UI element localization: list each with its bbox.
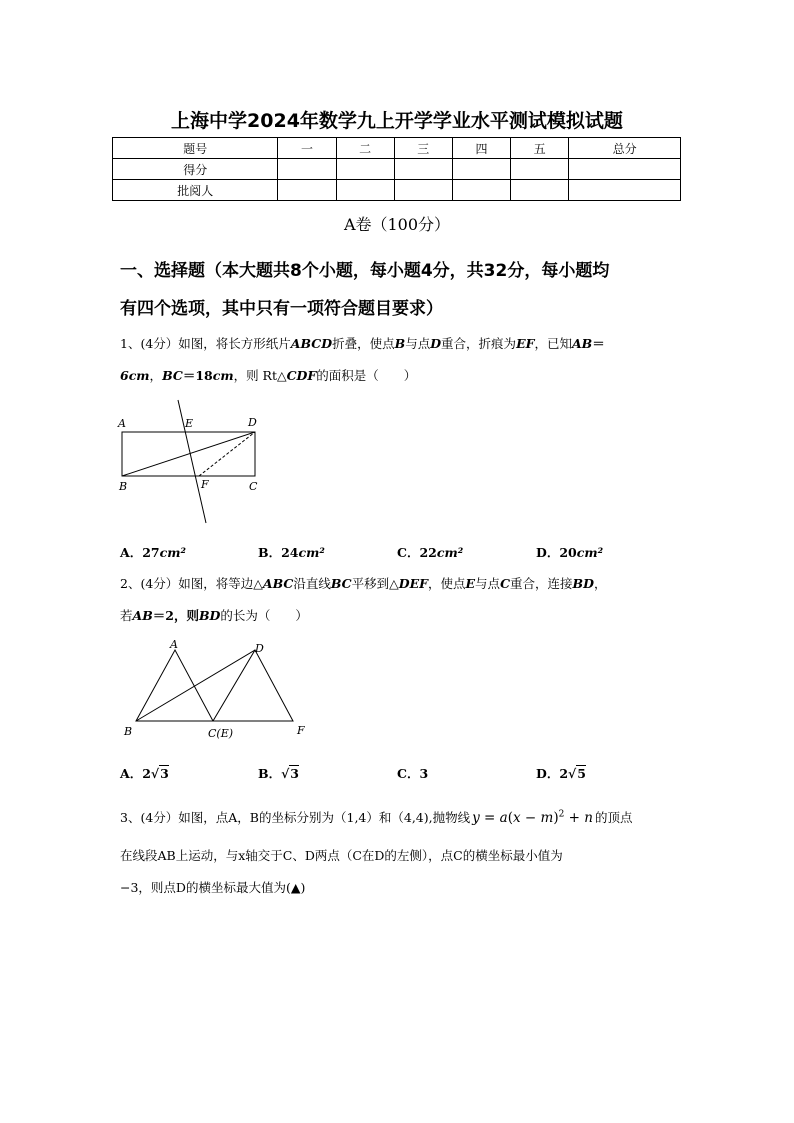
score-cell — [394, 159, 452, 180]
option-letter: A． — [120, 766, 143, 781]
q1-math: EF — [516, 336, 535, 351]
score-header-cell: 二 — [336, 138, 394, 159]
label-c: C — [249, 480, 258, 493]
score-table — [112, 137, 681, 201]
score-table-row — [113, 159, 681, 180]
score-row-label: 得分 — [113, 159, 278, 180]
q1-math: B — [394, 336, 406, 351]
label-a: A — [170, 638, 178, 651]
q1-text: ＝ — [592, 336, 605, 351]
q3-formula: $y = a(x - m)^2 + n$ — [472, 809, 593, 826]
score-cell — [569, 159, 681, 180]
score-table-header-row — [113, 138, 681, 159]
option-letter: C． — [397, 766, 420, 781]
q1-option-b[interactable] — [258, 543, 325, 561]
label-d: D — [248, 416, 257, 429]
q2-text: ，使点 — [428, 576, 466, 591]
q2-math: E — [465, 576, 476, 591]
q1-option-c[interactable] — [397, 543, 463, 561]
q1-text: ，已知 — [534, 336, 572, 351]
q2-option-c[interactable] — [397, 764, 428, 782]
q2-math: ABC — [262, 576, 294, 591]
score-cell — [278, 180, 336, 201]
option-letter: D． — [536, 766, 560, 781]
q1-option-a[interactable] — [120, 543, 186, 561]
q2-text: 重合，连接 — [510, 576, 573, 591]
exam-title: 上海中学2024年数学九上开学学业水平测试模拟试题 — [171, 110, 623, 132]
q2-option-d[interactable] — [536, 764, 586, 782]
option-unit: cm² — [298, 545, 325, 560]
score-header-cell: 五 — [511, 138, 569, 159]
option-radicand: 3 — [290, 766, 299, 781]
label-e: E — [185, 417, 194, 430]
score-cell — [511, 159, 569, 180]
q1-text: ，则 Rt△ — [233, 368, 287, 383]
q1-option-d[interactable] — [536, 543, 603, 561]
label-d: D — [255, 642, 264, 655]
option-unit: cm² — [436, 545, 464, 560]
q1-text: 重合，折痕为 — [441, 336, 517, 351]
q3-text-line1 — [120, 808, 632, 826]
score-header-cell: 总分 — [569, 138, 681, 159]
option-value: 27 — [142, 545, 160, 560]
option-coef: 2 — [559, 766, 569, 781]
option-radicand: 3 — [160, 766, 169, 781]
q1-math: AB — [571, 336, 593, 351]
q1-math: CDF — [286, 368, 317, 383]
q3-text: 的顶点 — [594, 810, 633, 825]
sqrt-sign: √ — [568, 766, 577, 781]
score-header-cell: 三 — [394, 138, 452, 159]
q1-text: ＝18 — [182, 368, 213, 383]
q2-text: 的长为（ ） — [220, 608, 308, 623]
score-cell — [336, 180, 394, 201]
q2-option-a[interactable] — [120, 764, 169, 782]
q2-text-line1 — [120, 574, 606, 592]
q2-text: ＝2，则 — [152, 608, 199, 623]
q1-math: D — [430, 336, 442, 351]
label-b: B — [119, 480, 128, 493]
q1-text: 的面积是（ ） — [316, 368, 417, 383]
segment-bd — [136, 650, 255, 721]
option-letter: C． — [397, 545, 420, 560]
section-heading-line2: 有四个选项，其中只有一项符合题目要求） — [120, 299, 443, 319]
q2-option-b[interactable] — [258, 764, 299, 782]
q2-math: C — [500, 576, 511, 591]
score-cell — [511, 180, 569, 201]
q1-text: 1、(4分）如图，将长方形纸片 — [120, 336, 291, 351]
score-row-label: 批阅人 — [113, 180, 278, 201]
q1-math: BC — [162, 368, 183, 383]
score-cell — [278, 159, 336, 180]
score-cell — [394, 180, 452, 201]
score-cell — [452, 180, 510, 201]
q1-text: 折叠，使点 — [332, 336, 395, 351]
option-value: 20 — [559, 545, 577, 560]
q2-math: BD — [572, 576, 594, 591]
q2-text: ， — [593, 576, 607, 591]
q2-math: BD — [198, 608, 221, 623]
triangle-abc — [136, 650, 213, 721]
q3-text-line3: −3，则点D的横坐标最大值为(▲) — [120, 880, 306, 895]
sqrt-sign: √ — [150, 766, 160, 781]
q2-text: 平移到△ — [351, 576, 399, 591]
q2-math: BC — [330, 576, 352, 591]
q1-math: ABCD — [290, 336, 333, 351]
q3-text-line2: 在线段AB上运动，与x轴交于C、D两点（C在D的左侧），点C的横坐标最小值为 — [120, 848, 563, 863]
score-header-cell: 题号 — [113, 138, 278, 159]
q2-figure — [116, 638, 316, 744]
label-ce: C(E) — [208, 727, 234, 740]
label-b: B — [124, 725, 133, 738]
option-letter: B． — [258, 545, 282, 560]
score-cell — [569, 180, 681, 201]
q1-text: ， — [149, 368, 163, 383]
score-header-cell: 一 — [278, 138, 336, 159]
label-a: A — [118, 417, 126, 430]
score-header-cell: 四 — [452, 138, 510, 159]
label-f: F — [297, 724, 305, 737]
q1-text: 与点 — [405, 336, 431, 351]
option-letter: A． — [120, 545, 143, 560]
volume-heading: A卷（100分） — [343, 215, 451, 234]
option-radicand: 5 — [577, 766, 586, 781]
segment-df — [199, 432, 255, 476]
score-table-row — [113, 180, 681, 201]
q2-text: 2、(4分）如图，将等边△ — [120, 576, 263, 591]
q1-text-line2 — [120, 366, 416, 384]
score-cell — [336, 159, 394, 180]
q1-math: 6cm — [120, 368, 150, 383]
q1-math: cm — [212, 368, 234, 383]
q2-math: DEF — [398, 576, 428, 591]
q2-text: 沿直线 — [293, 576, 331, 591]
q1-figure — [112, 396, 272, 526]
sqrt-sign: √ — [281, 766, 290, 781]
option-coef: 3 — [419, 766, 429, 781]
triangle-def — [213, 650, 293, 721]
q2-text: 若 — [120, 608, 133, 623]
section-heading-line1: 一、选择题（本大题共8个小题，每小题4分，共32分，每小题均 — [120, 261, 610, 281]
score-cell — [452, 159, 510, 180]
option-letter: D． — [536, 545, 560, 560]
q2-math: AB — [132, 608, 153, 623]
q1-text-line1 — [120, 334, 605, 352]
q3-text: 3、(4分）如图，点A，B的坐标分别为（1,4）和（4,4),抛物线 — [120, 810, 471, 825]
label-f: F — [201, 478, 209, 491]
option-unit: cm² — [576, 545, 604, 560]
option-value: 24 — [281, 545, 299, 560]
option-value: 22 — [419, 545, 437, 560]
q2-text: 与点 — [475, 576, 501, 591]
option-letter: B． — [258, 766, 282, 781]
q2-text-line2 — [120, 606, 308, 624]
diagonal-bd — [122, 432, 255, 476]
option-unit: cm² — [159, 545, 186, 560]
option-coef: 2 — [142, 766, 151, 781]
